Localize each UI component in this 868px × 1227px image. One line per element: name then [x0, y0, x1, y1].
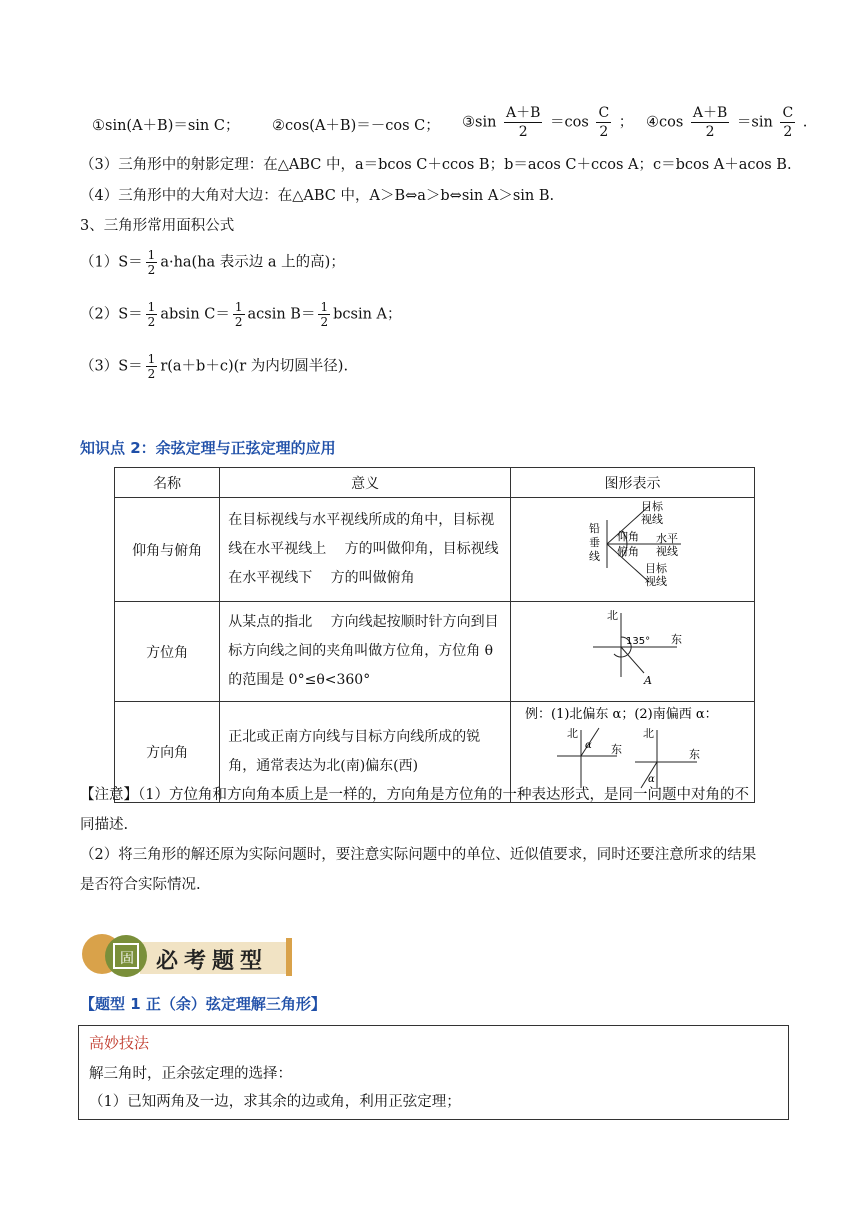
- note-1: 【注意】（1）方位角和方向角本质上是一样的，方向角是方位角的一种表达形式，是同一问题中对角的不: [80, 787, 749, 803]
- label-east-1: 东: [610, 743, 622, 756]
- header-name: 名称: [115, 468, 220, 498]
- banner-icon-glyph: 固: [120, 951, 134, 967]
- technique-line-1: 解三角时，正余弦定理的选择：: [89, 1066, 292, 1082]
- label-elevation-angle: 仰角: [616, 530, 639, 543]
- table-header-row: [115, 468, 755, 498]
- row-name-direction: 方向角: [115, 702, 220, 803]
- row-name-bearing: 方位角: [115, 602, 220, 702]
- section-3-heading: 3、三角形常用面积公式: [80, 218, 235, 234]
- label-east: 东: [670, 632, 682, 646]
- label-angle-135: 135°: [625, 635, 651, 647]
- label-vertical-1: 铅: [588, 522, 600, 535]
- application-table: [114, 467, 755, 803]
- row-meaning-bearing: 从某点的指北 方向线起按顺时针方向到目标方向线之间的夹角叫做方位角，方位角 θ 的范围是 0°≤θ<360°: [220, 602, 511, 702]
- label-east-2: 东: [688, 748, 700, 761]
- note-1-cont: 同描述.: [80, 817, 129, 833]
- formula-2: ②cos(A＋B)＝－cos C；: [272, 118, 440, 134]
- label-vertical-2: 垂: [588, 536, 600, 549]
- formula-3-fraction: $\frac{A+B}{2}$: [506, 105, 541, 140]
- formula-3-fraction2: $\frac{C}{2}$: [598, 105, 610, 140]
- row-meaning-direction: 正北或正南方向线与目标方向线所成的锐 角，通常表达为北(南)偏东(西): [220, 702, 511, 803]
- projection-theorem: （3）三角形中的射影定理：在△ABC 中，a＝bcos C＋ccos B；b＝acos C＋ccos A；c＝bcos A＋acos B.: [80, 157, 792, 173]
- formula-4: ④cos $\frac{A+B}{2}$ ＝sin $\frac{C}{2}$ .: [646, 105, 808, 140]
- row-name-elevation: 仰角与俯角: [115, 498, 220, 602]
- row-meaning-elevation: 在目标视线与水平视线所成的角中，目标视线在水平视线上 方的叫做仰角，目标视线在水平视线下 方的叫做俯角: [220, 498, 511, 602]
- label-target-top-1: 目标: [640, 500, 663, 513]
- table-row: [115, 498, 755, 602]
- formula-4-fraction2: $\frac{C}{2}$: [782, 105, 794, 140]
- label-horizontal-1: 水平: [655, 532, 678, 545]
- technique-box-title: 高妙技法: [89, 1034, 150, 1052]
- note-2-cont: 是否符合实际情况.: [80, 877, 201, 893]
- label-north: 北: [606, 608, 618, 622]
- label-depression-angle: 俯角: [616, 545, 639, 558]
- elevation-diagram: [511, 498, 754, 597]
- direction-diagram: [511, 702, 754, 798]
- figure-elevation-depression: [510, 498, 754, 602]
- label-north-2: 北: [642, 727, 654, 740]
- label-north-1: 北: [566, 727, 578, 740]
- technique-box: [78, 1025, 789, 1120]
- label-vertical-3: 线: [588, 550, 600, 563]
- label-alpha-2: α: [647, 774, 655, 785]
- label-target-bottom-2: 视线: [644, 575, 667, 588]
- knowledge-point-2-title: 知识点 2：余弦定理与正弦定理的应用: [80, 439, 336, 457]
- direction-caption: 例：(1)北偏东 α；(2)南偏西 α：: [524, 707, 718, 722]
- formula-3-prefix: ③sin: [462, 114, 497, 131]
- header-figure: 图形表示: [510, 468, 754, 498]
- banner-graphic: [80, 932, 296, 978]
- technique-line-2: （1）已知两角及一边，求其余的边或角，利用正弦定理；: [89, 1094, 461, 1110]
- type-1-title: 【题型 1 正（余）弦定理解三角形】: [80, 995, 326, 1013]
- large-angle-large-side: （4）三角形中的大角对大边：在△ABC 中，A＞B⇔a＞b⇔sin A＞sin B.: [80, 188, 555, 204]
- formula-3: ③sin $\frac{A+B}{2}$ ＝cos $\frac{C}{2}$ ；: [462, 105, 634, 140]
- label-point-a: A: [643, 673, 652, 687]
- label-horizontal-2: 视线: [655, 545, 678, 558]
- must-test-banner: [80, 932, 296, 978]
- area-formula-3: （3）S＝ $\frac{1}{2}$ r(a＋b＋c)(r 为内切圆半径).: [80, 352, 349, 381]
- area-formula-1: （1）S＝ $\frac{1}{2}$ a·ha(ha 表示边 a 上的高)；: [80, 248, 345, 277]
- label-target-bottom-1: 目标: [644, 562, 667, 575]
- formula-1: ①sin(A＋B)＝sin C；: [92, 118, 240, 134]
- bearing-diagram: [511, 605, 754, 695]
- banner-text: 必考题型: [156, 949, 269, 974]
- label-alpha-1: α: [584, 740, 592, 751]
- figure-bearing: [510, 602, 754, 702]
- header-meaning: 意义: [220, 468, 511, 498]
- table-row: [115, 602, 755, 702]
- label-target-top-2: 视线: [640, 513, 663, 526]
- area-formula-2: （2）S＝ $\frac{1}{2}$ absin C＝ $\frac{1}{2}$ acsin B＝ $\frac{1}{2}$ bcsin A；: [80, 300, 402, 329]
- formula-4-fraction: $\frac{A+B}{2}$: [692, 105, 728, 140]
- note-2: （2）将三角形的解还原为实际问题时，要注意实际问题中的单位、近似值要求，同时还要注意所求的结果: [80, 847, 757, 863]
